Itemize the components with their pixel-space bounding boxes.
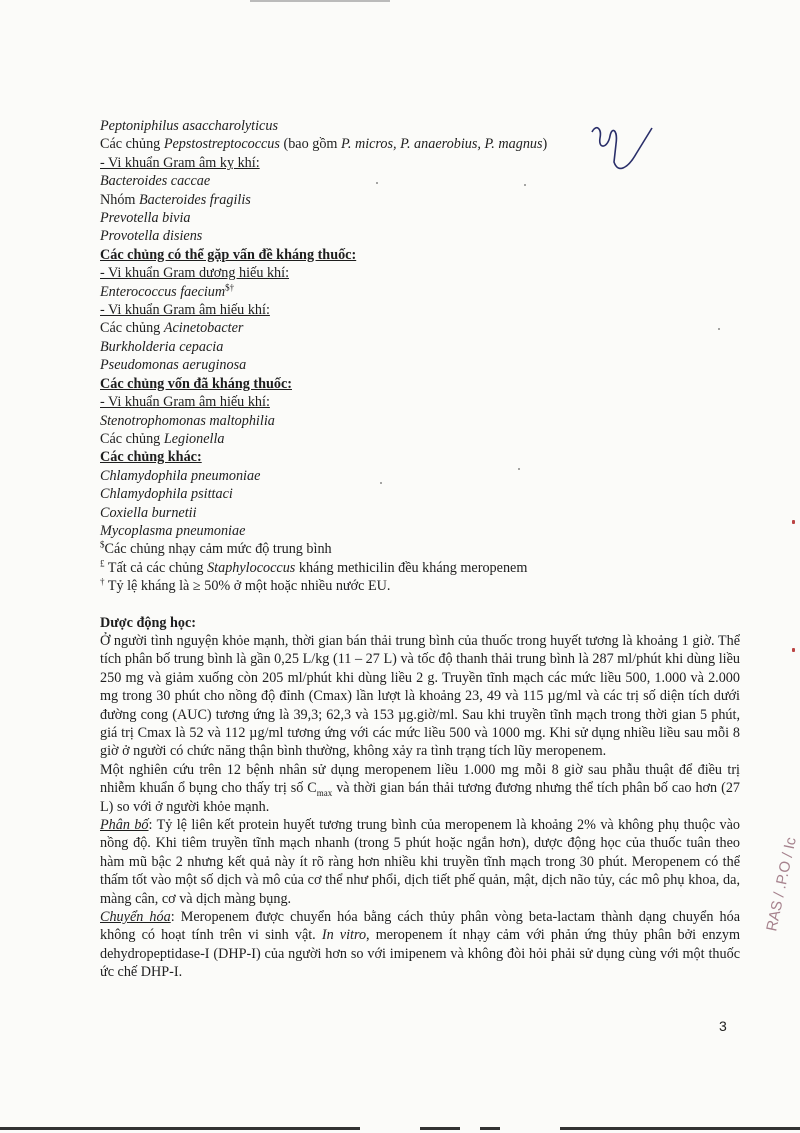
paragraph: Ở người tình nguyện khỏe mạnh, thời gian bán thải trung bình của thuốc trong huyết tương là khoảng 1 giờ. Thể tích phân bố trung bình là gần 0,25 L/kg (11 – 27 L) và tốc độ thanh thải trung bình là 287 ml/phút khi dùng liều 250 mg và giảm xuống còn 205 ml/phút khi dùng liều 2 g. Truyền tĩnh mạch các mức liều 500, 1.000 và 2.000 mg trong 30 phút cho nồng độ đỉnh (Cmax) lần lượt là khoảng 23, 49 và 115 µg/ml và các trị số diện tích dưới đường cong (AUC) tương ứng là 39,3; 62,3 và 153 µg.giờ/ml. Sau khi truyền tĩnh mạch trong thời gian 5 phút, giá trị Cmax là 52 và 112 µg/ml tương ứng với các mức liều 500 và 1000 mg. Khi sử dụng nhiều liều sau mỗi 8 giờ ở người có chức năng thận bình thường, không xảy ra tình trạng tích lũy meropenem. <box>100 632 740 760</box>
paragraph-metabolism: Chuyển hóa: Meropenem được chuyển hóa bằng cách thủy phân vòng beta-lactam thành dạng chuyển hóa không có hoạt tính trên vi sinh vật. In vitro, meropenem ít nhạy cảm với phản ứng thủy phân bởi enzym dehydropeptidase-I (DHP-I) của người hơn so với imipenem và không đòi hỏi phải sử dụng cùng với một thuốc ức chế DHP-I. <box>100 909 740 981</box>
organism-line: Prevotella bivia <box>100 210 191 227</box>
footnote: £ Tất cả các chủng Staphylococcus kháng methicilin đều kháng meropenem <box>100 558 528 576</box>
section-heading-pharmacokinetics: Dược động học: <box>100 614 196 631</box>
subgroup-heading: - Vi khuẩn Gram âm hiếu khí: <box>100 394 270 411</box>
organism-line: Chlamydophila psittaci <box>100 486 233 503</box>
organism-line: Peptoniphilus asaccharolyticus <box>100 118 278 134</box>
organism-line: Coxiella burnetii <box>100 504 197 521</box>
section-heading-resistant: Các chủng vốn đã kháng thuốc: <box>100 375 292 392</box>
organism-line: Provotella disiens <box>100 228 203 245</box>
margin-stamp-text: RAS / .P.O / Ic <box>763 835 800 933</box>
section-heading-other: Các chủng khác: <box>100 449 202 466</box>
bottom-edge-line <box>420 1127 460 1130</box>
bottom-edge-line <box>480 1127 500 1130</box>
handwritten-signature <box>588 118 658 188</box>
margin-stamp-graphic <box>752 720 800 940</box>
margin-stamp <box>752 720 800 940</box>
footnote: $Các chủng nhạy cảm mức độ trung bình <box>100 539 332 558</box>
paragraph: Một nghiên cứu trên 12 bệnh nhân sử dụng meropenem liều 1.000 mg mỗi 8 giờ sau phẫu thuật để điều trị nhiễm khuẩn ổ bụng cho thấy trị số $C_{max}$ và thời gian bán thải tương đương nhưng thể tích phân bố cao hơn (27 L) so với ở người khỏe mạnh. <box>100 761 741 815</box>
organism-line: Các chủng Legionella <box>100 430 225 447</box>
organism-line: Các chủng Pepstostreptococcus (bao gồm P. micros, P. anaerobius, P. magnus) <box>100 136 548 153</box>
bottom-edge-line <box>560 1127 800 1130</box>
subgroup-heading: - Vi khuẩn Gram dương hiếu khí: <box>100 265 290 282</box>
organism-line: Mycoplasma pneumoniae <box>100 522 246 539</box>
organism-line: Burkholderia cepacia <box>100 338 224 355</box>
top-edge-line <box>250 0 390 2</box>
organism-line: Các chủng Acinetobacter <box>100 320 244 337</box>
organism-line: Stenotrophomonas maltophilia <box>100 412 275 429</box>
organism-line: Enterococcus faecium$† <box>100 281 235 300</box>
subgroup-heading: - Vi khuẩn Gram âm hiếu khí: <box>100 302 270 319</box>
organism-line: Chlamydophila pneumoniae <box>100 467 261 484</box>
organism-line: Bacteroides caccae <box>100 173 211 190</box>
paragraph-distribution: Phân bố: Tỷ lệ liên kết protein huyết tương trung bình của meropenem là khoảng 2% và không phụ thuộc vào nồng độ. Khi tiêm truyền tĩnh mạch nhanh (trong 5 phút hoặc ngắn hơn), dược động học của thuốc tuân theo hàm mũ bậc 2 nhưng kết quả này ít rõ ràng hơn nhiều khi truyền tĩnh mạch trong 30 phút. Meropenem có thể thấm tốt vào một số dịch và mô của cơ thể như phổi, dịch tiết phế quản, mật, dịch não tủy, các mô phụ khoa, da, màng cân, cơ và dịch màng bụng. <box>100 817 740 907</box>
page-number: 3 <box>719 1018 727 1034</box>
document-body <box>100 117 740 982</box>
section-heading-possible-resistance: Các chủng có thể gặp vấn đề kháng thuốc: <box>100 246 357 263</box>
organism-line: Nhóm Bacteroides fragilis <box>100 191 251 208</box>
organism-line: Pseudomonas aeruginosa <box>100 357 247 374</box>
bottom-edge-line <box>0 1127 360 1130</box>
subgroup-heading: - Vi khuẩn Gram âm kỵ khí: <box>100 154 260 171</box>
footnote: † Tỷ lệ kháng là ≥ 50% ở một hoặc nhiều nước EU. <box>100 576 391 595</box>
